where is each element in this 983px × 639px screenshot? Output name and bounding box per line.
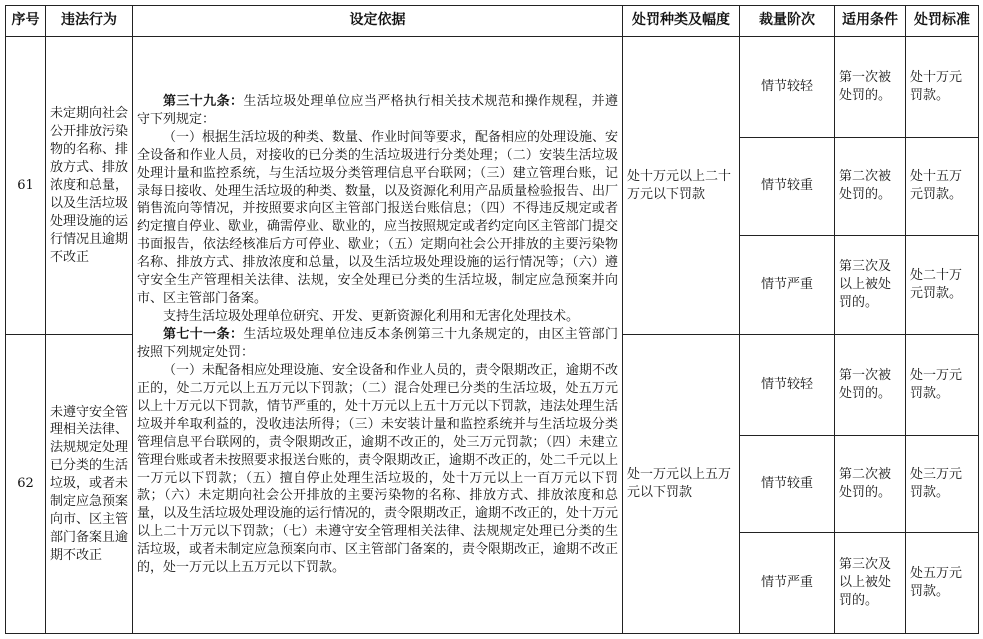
header-standard: 处罚标准 (906, 6, 979, 37)
header-level: 裁量阶次 (740, 6, 835, 37)
tier-condition: 第三次及以上被处罚的。 (835, 235, 906, 335)
tier-condition: 第一次被处罚的。 (835, 37, 906, 138)
row-violation: 未遵守安全管理相关法律、法规规定处理已分类的生活垃圾，或者未制定应急预案向市、区主管部门备案且逾期不改正 (46, 335, 133, 634)
tier-condition: 第三次及以上被处罚的。 (835, 533, 906, 634)
tier-condition: 第二次被处罚的。 (835, 435, 906, 532)
article-39-lead: 生活垃圾处理单位应当严格执行相关技术规范和操作规程，并遵守下列规定： (137, 93, 618, 127)
row-seq: 61 (6, 37, 46, 335)
tier-level: 情节较轻 (740, 37, 835, 138)
header-basis: 设定依据 (133, 6, 623, 37)
tier-level: 情节较重 (740, 435, 835, 532)
row-penalty-range: 处一万元以上五万元以下罚款 (623, 335, 740, 634)
tier-standard: 处三万元罚款。 (906, 435, 979, 532)
tier-condition: 第一次被处罚的。 (835, 335, 906, 436)
row-seq: 62 (6, 335, 46, 634)
row-violation: 未定期向社会公开排放污染物的名称、排放方式、排放浓度和总量，以及生活垃圾处理设施的运行情况且逾期不改正 (46, 37, 133, 335)
header-violation: 违法行为 (46, 6, 133, 37)
tier-standard: 处十万元罚款。 (906, 37, 979, 138)
article-71-items: （一）未配备相应处理设施、安全设备和作业人员的，责令限期改正，逾期不改正的，处二万元以上五万元以下罚款；（二）混合处理已分类的生活垃圾，处五万元以上十万元以下罚款，情节严重的，处十万元以上五十万元以下罚款，违法处理生活垃圾并牟取利益的，没收违法所得；（三）未安装计量和监控系统并与生活垃圾分类管理信息平台联网的，责令限期改正，逾期不改正的，处三万元罚款；（四）未建立管理台账或者未按照要求报送台账的，责令限期改正，逾期不改正的，处二千元以上一万元以下罚款；（五）擅自停止处理生活垃圾的，处十万元以上一百万元以下罚款；（六）未定期向社会公开排放的主要污染物的名称、排放方式、排放浓度和总量，以及生活垃圾处理设施的运行情况的，责令限期改正，逾期不改正的，处十万元以上二十万元以下罚款；（七）未遵守安全管理相关法律、法规规定处理已分类的生活垃圾，或者未制定应急预案向市、区主管部门备案的，责令限期改正，逾期不改正的，处一万元以上五万元以下罚款。 (137, 362, 619, 576)
tier-level: 情节较轻 (740, 335, 835, 436)
article-39-title: 第三十九条： (163, 93, 244, 109)
tier-standard: 处十五万元罚款。 (906, 137, 979, 235)
tier-level: 情节严重 (740, 235, 835, 335)
header-row (6, 6, 979, 37)
tier-standard: 处二十万元罚款。 (906, 235, 979, 335)
article-39-support: 支持生活垃圾处理单位研究、开发、更新资源化利用和无害化处理技术。 (163, 309, 580, 325)
header-seq: 序号 (6, 6, 46, 37)
row-penalty-range: 处十万元以上二十万元以下罚款 (623, 37, 740, 335)
table-row (6, 37, 979, 138)
article-71-lead: 生活垃圾处理单位违反本条例第三十九条规定的，由区主管部门按照下列规定处罚： (137, 327, 618, 360)
tier-condition: 第二次被处罚的。 (835, 137, 906, 235)
tier-level: 情节较重 (740, 137, 835, 235)
article-71 (137, 326, 618, 362)
tier-standard: 处一万元罚款。 (906, 335, 979, 436)
tier-level: 情节严重 (740, 533, 835, 634)
article-39 (137, 93, 618, 129)
penalty-standard-table (5, 5, 979, 634)
legal-basis-cell (133, 37, 623, 634)
header-condition: 适用条件 (835, 6, 906, 37)
tier-standard: 处五万元罚款。 (906, 533, 979, 634)
header-penalty-range: 处罚种类及幅度 (623, 6, 740, 37)
article-71-title: 第七十一条： (163, 327, 244, 343)
article-39-items: （一）根据生活垃圾的种类、数量、作业时间等要求，配备相应的处理设施、安全设备和作业人员，对接收的已分类的生活垃圾进行分类处理；（二）安装生活垃圾处理计量和监控系统，与生活垃圾分类管理信息平台联网；（三）建立管理台账，记录每日接收、处理生活垃圾的种类、数量，以及资源化利用产品质量检验报告、出厂销售流向等情况，并按照要求向区主管部门报送台账信息；（四）不得违反规定或者约定擅自停业、歇业，确需停业、歇业的，应当按照规定或者约定向区主管部门提交书面报告，依法经核准后方可停业、歇业；（五）定期向社会公开排放的主要污染物名称、排放方式、排放浓度和总量，以及生活垃圾处理设施的运行情况等；（六）遵守安全生产管理相关法律、法规，安全处理已分类的生活垃圾，制定应急预案并向市、区主管部门备案。 (137, 129, 619, 307)
